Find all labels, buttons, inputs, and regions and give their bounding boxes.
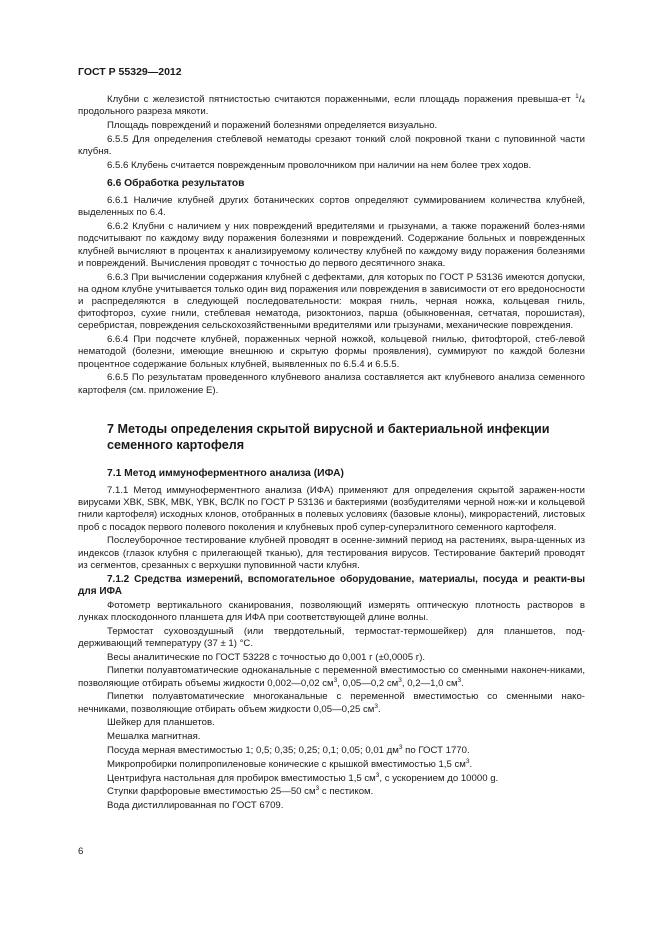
paragraph xyxy=(78,800,585,812)
paragraph xyxy=(78,221,585,270)
text-run: Термостат суховоздушный (или твердотельный, термостат-термошейкер) для планшетов, под-держивающий температуру (37 ± 1) °С. xyxy=(78,625,585,649)
text-run: , 0,05—0,2 см xyxy=(337,677,399,689)
text-run: 7.1.2 Средства измерений, вспомогательное оборудование, материалы, посуда и реакти-вы для ИФА xyxy=(78,573,585,597)
paragraph xyxy=(78,731,585,743)
paragraph xyxy=(78,717,585,729)
paragraph xyxy=(78,195,585,219)
paragraph xyxy=(78,485,585,534)
paragraph xyxy=(78,372,585,396)
superscript: 3 xyxy=(465,757,470,765)
paragraph xyxy=(78,745,585,757)
superscript: 3 xyxy=(398,676,402,684)
paragraph xyxy=(78,160,585,172)
text-run: . xyxy=(461,677,464,689)
paragraph xyxy=(78,652,585,664)
text-run: Весы аналитические по ГОСТ 53228 с точностью до 0,001 г (±0,0005 г). xyxy=(107,651,426,663)
text-run: Пипетки полуавтоматические одноканальные с переменной вместимостью со сменными наконеч-никами, позволяющие отбирать объемы жидкости 0,002—0,02 см xyxy=(78,665,585,689)
text-run: , с ускорением до 10000 g. xyxy=(379,772,499,784)
paragraph xyxy=(78,94,585,118)
superscript: 3 xyxy=(398,744,403,752)
superscript: 3 xyxy=(374,702,379,710)
paragraph xyxy=(78,665,585,689)
text-run: продольного разреза мякоти. xyxy=(78,106,209,118)
text-run: 6.6.1 Наличие клубней других ботанических сортов определяют суммированием количества клубней, выделенных по 6.4. xyxy=(78,195,585,219)
document-header: ГОСТ Р 55329—2012 xyxy=(78,66,182,78)
section-heading xyxy=(107,421,585,454)
document-body xyxy=(78,94,585,814)
text-run: Центрифуга настольная для пробирок вместимостью 1,5 см xyxy=(107,772,376,784)
text-run: 6.5.5 Для определения стеблевой нематоды срезают тонкий слой покровной ткани с пуповинной части клубня. xyxy=(78,133,585,157)
superscript: 3 xyxy=(333,676,338,684)
text-run: , 0,2—1,0 см xyxy=(401,677,458,689)
paragraph xyxy=(78,272,585,333)
text-run: 6.6.5 По результатам проведенного клубневого анализа составляется акт клубневого анализа семенного картофеля (см. приложение Е). xyxy=(78,372,585,396)
text-run: с пестиком. xyxy=(319,786,374,798)
text-run: 6.6.2 Клубни с наличием у них повреждений вредителями и грызунами, а также поражений болез-нями подсчитывают по каждому виду поражения болезнями и повреждений. Содержание больных и поврежденных клубней вычисляют в процентах к анализируемому количеству клубней по каждому виду поражения болезнями и повреждений. Вычисления проводят с точностью до первого десятичного знака. xyxy=(78,221,585,269)
paragraph xyxy=(78,786,585,798)
text-run: Площадь повреждений и поражений болезнями определяется визуально. xyxy=(107,120,438,131)
text-run: Микропробирки полипропиленовые конические с крышкой вместимостью 1,5 см xyxy=(107,758,466,770)
text-run: 6.5.6 Клубень считается поврежденным проволочником при наличии на нем более трех ходов. xyxy=(107,159,532,171)
text-run: Фотометр вертикального сканирования, позволяющий измерять оптическую плотность растворов в лунках плоскодонного планшета для ИФА при соответствующей длине волны. xyxy=(78,599,585,623)
paragraph xyxy=(78,120,585,132)
subscript: 4 xyxy=(581,98,585,105)
subsection-heading xyxy=(107,178,585,190)
text-run: 6.6.4 При подсчете клубней, пораженных черной ножкой, кольцевой гнилью, фитофторой, стеб-левой нематодой (болезни, имеющие внешнюю и скрытую формы проявления), суммируют по каждой болезни процентное содержание больных клубней, выявленных по 6.5.4 и 6.5.5. xyxy=(78,334,585,370)
text-run: 6.6.3 При вычислении содержания клубней с дефектами, для которых по ГОСТ Р 53136 имеются допуски, на одном клубне учитывается только один вид поражения или повреждения в зависимости от его вредоносности и распределяются в следующей последовательности: мокрая гниль, черная ножка, кольцевая гниль, фитофтороз, сухие гнили, стеблевая нематода, ризоктониоз, парша (обыкновенная, сетчатая, порошистая), серебристая, повреждения сельскохозяйственными вредителями или грызунами, механические повреждения. xyxy=(78,271,586,332)
paragraph xyxy=(78,759,585,771)
text-run: . xyxy=(469,758,473,770)
paragraph xyxy=(78,535,585,572)
text-run: 7.1.1 Метод иммуноферментного анализа (ИФА) применяют для определения скрытой заражен-ности вирусами ХВК, SВК, МВК, YВК, ВСЛК по ГОСТ Р 53136 и бактериями (возбудителями черной нож-ки и кольцевой гнили картофеля) исходных клонов, отобранных в полевых условиях (базовые клоны), микрорастений, листовых проб с посадок первого полевого поколения и клубневых проб супер-суперэлитного семенного картофеля. xyxy=(78,485,585,533)
text-run: Шейкер для планшетов. xyxy=(107,717,215,729)
paragraph xyxy=(78,334,585,371)
text-run: 7 Методы определения скрытой вирусной и бактериальной инфекции семенного картофеля xyxy=(107,421,550,453)
paragraph xyxy=(78,626,585,650)
text-run: по ГОСТ 1770. xyxy=(402,745,470,757)
text-run: Мешалка магнитная. xyxy=(107,731,201,743)
text-run: Послеуборочное тестирование клубней проводят в осенне-зимний период на растениях, выра-щенных из индексов (глазок клубня с прилегающей тканью), для тестирования вирусов. Тестирование бактерий проводят из сегментов, срезанных с верхушки пуповинной части клубня. xyxy=(78,535,585,571)
text-run: Вода дистиллированная по ГОСТ 6709. xyxy=(107,800,284,812)
text-run: Клубни с железистой пятнистостью считаются пораженными, если площадь поражения превыша-ет xyxy=(107,94,576,105)
text-run: Пипетки полуавтоматические многоканальные с переменной вместимостью со сменными нако-нечниками, позволяющие отбирать объем жидкости 0,05—0,25 см xyxy=(78,691,585,715)
superscript: 3 xyxy=(457,676,462,684)
subsection-heading xyxy=(107,468,585,480)
clause-heading xyxy=(78,574,585,598)
text-run: 6.6 Обработка результатов xyxy=(107,178,245,189)
superscript: 3 xyxy=(315,785,320,793)
text-run: . xyxy=(378,703,381,715)
text-run: 7.1 Метод иммуноферментного анализа (ИФА) xyxy=(107,467,344,479)
text-run: Ступки фарфоровые вместимостью 25—50 см xyxy=(107,786,316,798)
superscript: 1 xyxy=(575,93,579,100)
paragraph xyxy=(78,691,585,715)
text-run: / xyxy=(578,94,582,105)
paragraph xyxy=(78,773,585,785)
superscript: 3 xyxy=(375,771,380,779)
page-number: 6 xyxy=(78,846,84,857)
paragraph xyxy=(78,134,585,158)
text-run: Посуда мерная вместимостью 1; 0,5; 0,35; 0,25; 0,1; 0,05; 0,01 дм xyxy=(107,745,399,757)
paragraph xyxy=(78,600,585,624)
